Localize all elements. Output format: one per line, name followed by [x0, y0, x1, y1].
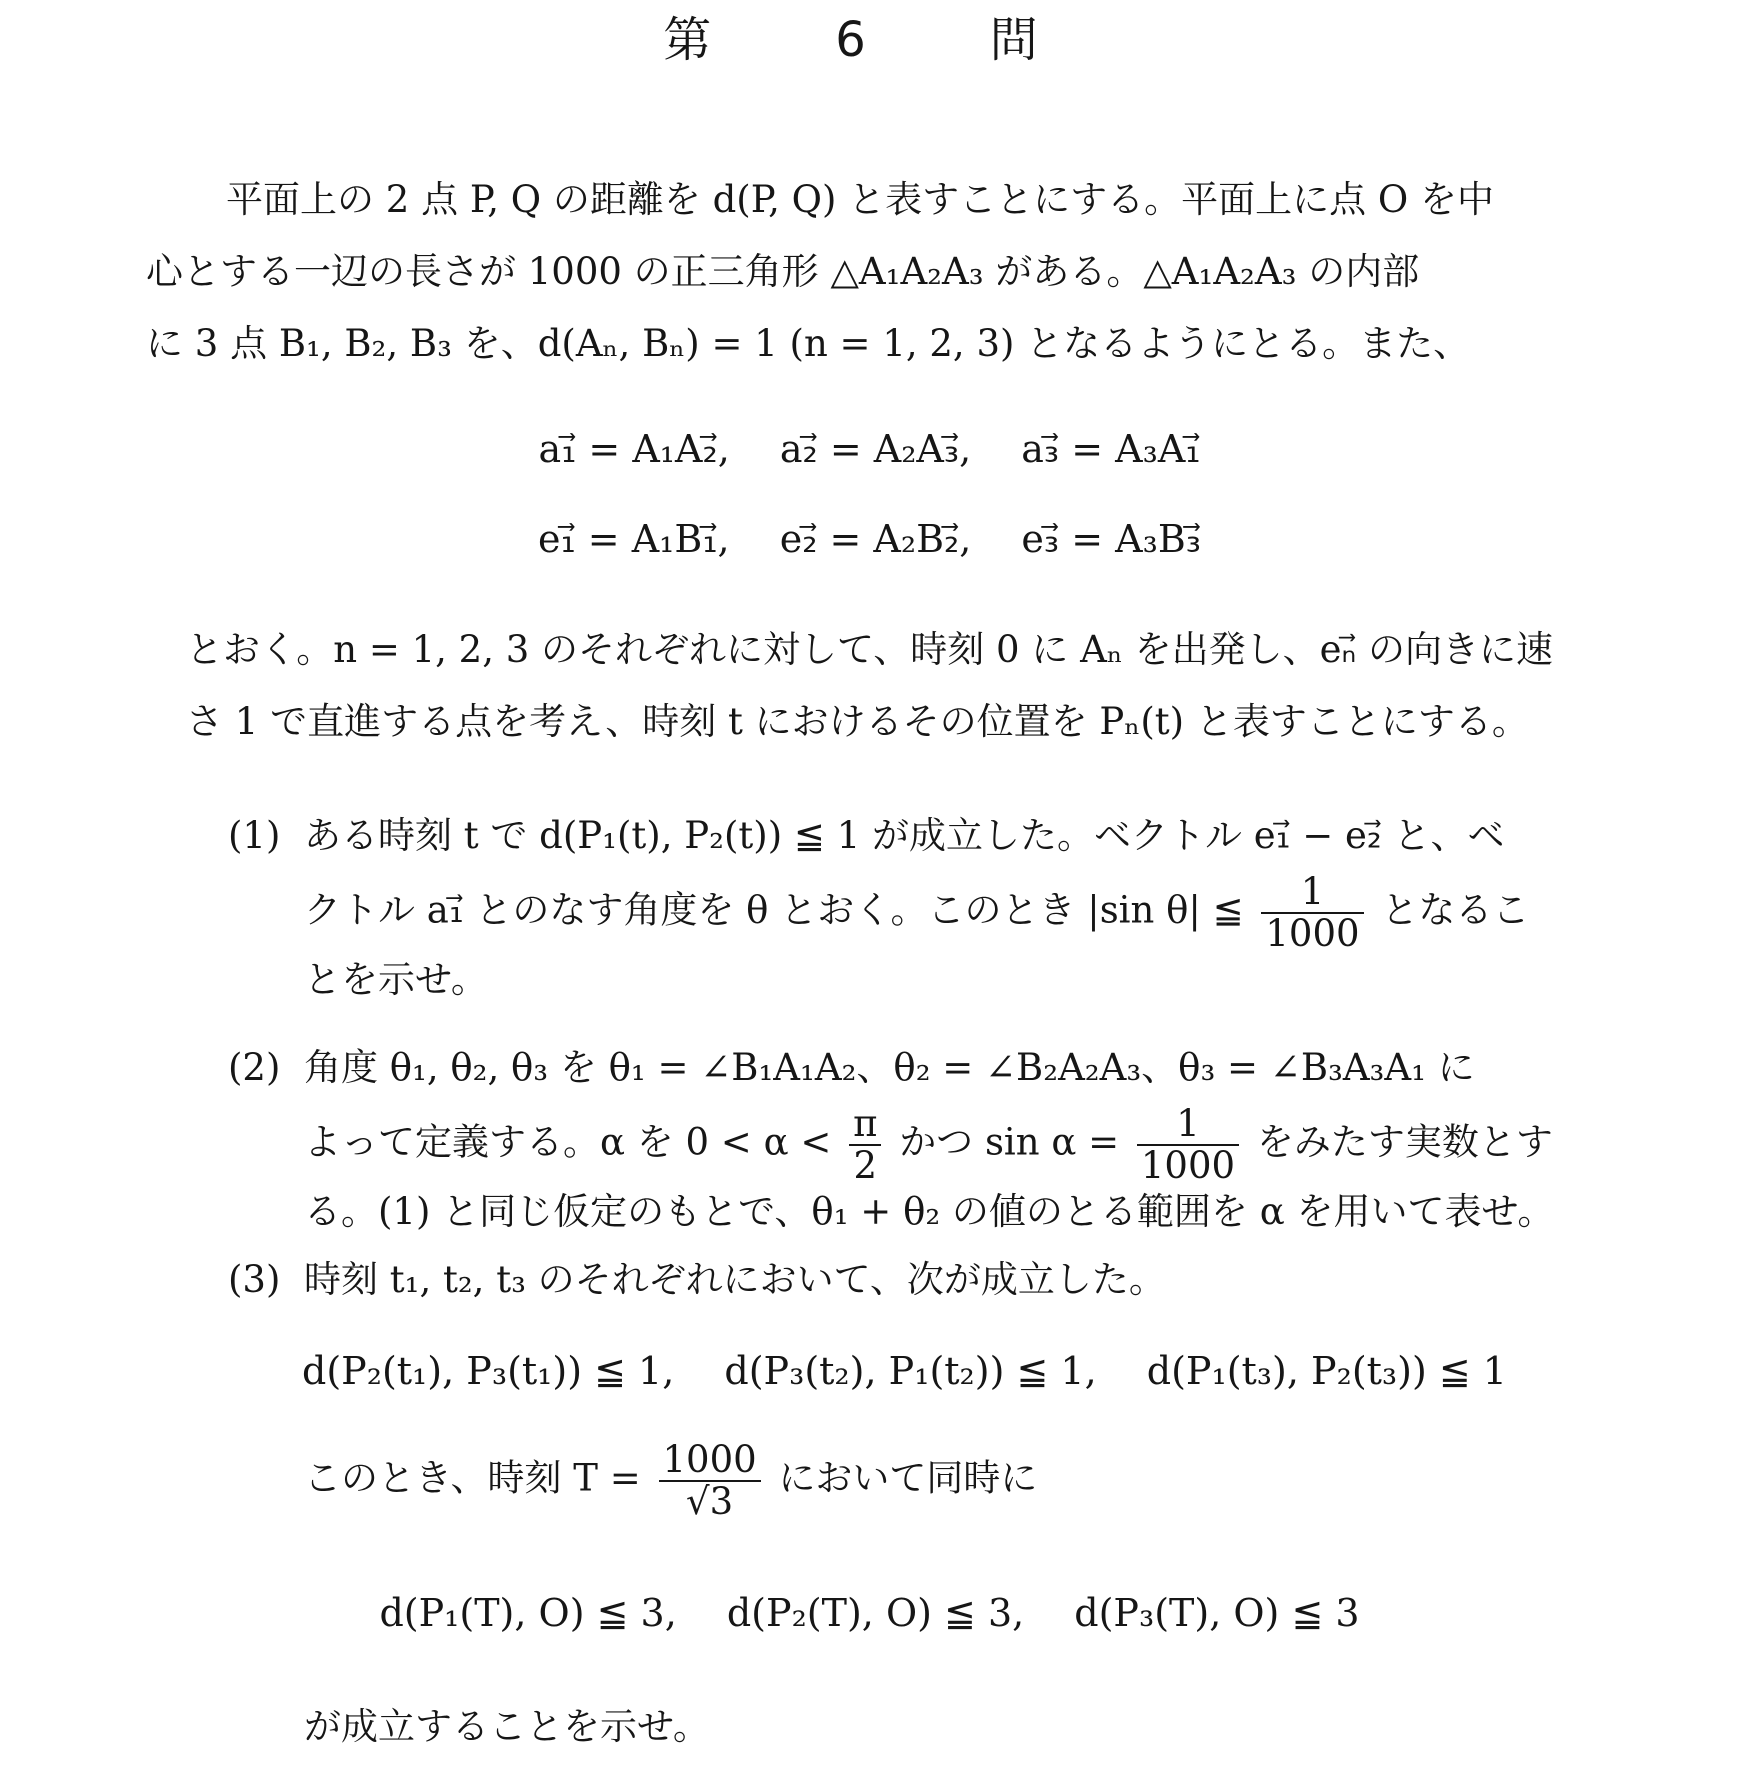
motion-paragraph: [186, 614, 1566, 758]
question-3-time-post: において同時に: [778, 1456, 1038, 1500]
question-2-line-2: [304, 1102, 1566, 1187]
question-2-line-2-b: かつ sin α =: [899, 1120, 1120, 1164]
question-3-number: (3): [228, 1258, 281, 1301]
fraction-1-over-1000: [1137, 1104, 1239, 1186]
question-1-line-3: とを示せ。: [304, 958, 488, 1001]
question-2-line-3: る。(1) と同じ仮定のもとで、θ₁ + θ₂ の値のとる範囲を α を用いて表せ。: [304, 1190, 1555, 1233]
question-3-conditions-distance: d(P₂(t₁), P₃(t₁)) ≦ 1, d(P₃(t₂), P₁(t₂)) ≦ 1, d(P₁(t₃), P₂(t₃)) ≦ 1: [302, 1349, 1507, 1393]
motion-line-1: とおく。n = 1, 2, 3 のそれぞれに対して、時刻 0 に Aₙ を出発し、eₙ⃗ の向きに速: [186, 628, 1554, 671]
question-2-line-2-a: よって定義する。α を 0 < α <: [304, 1120, 832, 1164]
question-3-body: [304, 1244, 1566, 1316]
intro-line-1: 平面上の 2 点 P, Q の距離を d(P, Q) と表すことにする。平面上に点 O を中: [226, 178, 1495, 221]
intro-line-3: に 3 点 B₁, B₂, B₃ を、d(Aₙ, Bₙ) = 1 (n = 1, 2, 3) となるようにとる。また、: [146, 322, 1471, 365]
fraction-denominator: √3: [686, 1480, 734, 1523]
question-1-line-2-text: クトル a₁⃗ とのなす角度を θ とおく。このとき |sin θ| ≦: [304, 888, 1244, 932]
question-1-line-1: ある時刻 t で d(P₁(t), P₂(t)) ≦ 1 が成立した。ベクトル e₁⃗ − e₂⃗ と、ベ: [304, 814, 1505, 857]
fraction-1000-over-sqrt3: [659, 1440, 761, 1522]
question-1-line-2-tail: となるこ: [1381, 888, 1530, 932]
fraction-denominator: 1000: [1140, 1144, 1236, 1187]
motion-line-2: さ 1 で直進する点を考え、時刻 t におけるその位置を Pₙ(t) と表すことにする。: [186, 700, 1529, 743]
vector-definitions-a: a₁⃗ = A₁A₂⃗, a₂⃗ = A₂A₃⃗, a₃⃗ = A₃A₁⃗: [538, 427, 1201, 471]
question-3-line-1: 時刻 t₁, t₂, t₃ のそれぞれにおいて、次が成立した。: [304, 1258, 1166, 1301]
question-2-line-2-c: をみたす実数とす: [1256, 1120, 1553, 1164]
question-3-final-line: が成立することを示せ。: [304, 1705, 710, 1748]
vector-definitions-e: e₁⃗ = A₁B₁⃗, e₂⃗ = A₂B₂⃗, e₃⃗ = A₃B₃⃗: [538, 517, 1201, 561]
question-3-time-line: [304, 1440, 1037, 1522]
intro-line-2: 心とする一辺の長さが 1000 の正三角形 △A₁A₂A₃ がある。△A₁A₂A₃ の内部: [146, 250, 1420, 293]
question-1-number: (1): [228, 814, 281, 857]
question-1-body: [304, 800, 1566, 1016]
question-2-body: [304, 1032, 1566, 1248]
question-1-line-2: [304, 870, 1566, 955]
question-2-line-1: 角度 θ₁, θ₂, θ₃ を θ₁ = ∠B₁A₁A₂、θ₂ = ∠B₂A₂A₃、θ₃ = ∠B₃A₃A₁ に: [304, 1046, 1475, 1089]
fraction-1-over-1000: [1261, 872, 1363, 954]
fraction-numerator: π: [849, 1104, 881, 1146]
fraction-numerator: 1: [1261, 872, 1363, 914]
intro-paragraph: [146, 164, 1566, 380]
question-3-conclusion-equations: d(P₁(T), O) ≦ 3, d(P₂(T), O) ≦ 3, d(P₃(T), O) ≦ 3: [379, 1591, 1360, 1635]
fraction-pi-over-2: [849, 1104, 881, 1186]
fraction-denominator: 1000: [1265, 912, 1360, 955]
question-2-number: (2): [228, 1046, 281, 1089]
fraction-numerator: 1: [1137, 1104, 1239, 1146]
question-3-time-pre: このとき、時刻 T =: [304, 1456, 641, 1500]
fraction-denominator: 2: [853, 1144, 878, 1187]
problem-title: 第 6 問: [663, 12, 1076, 68]
fraction-numerator: 1000: [659, 1440, 761, 1482]
